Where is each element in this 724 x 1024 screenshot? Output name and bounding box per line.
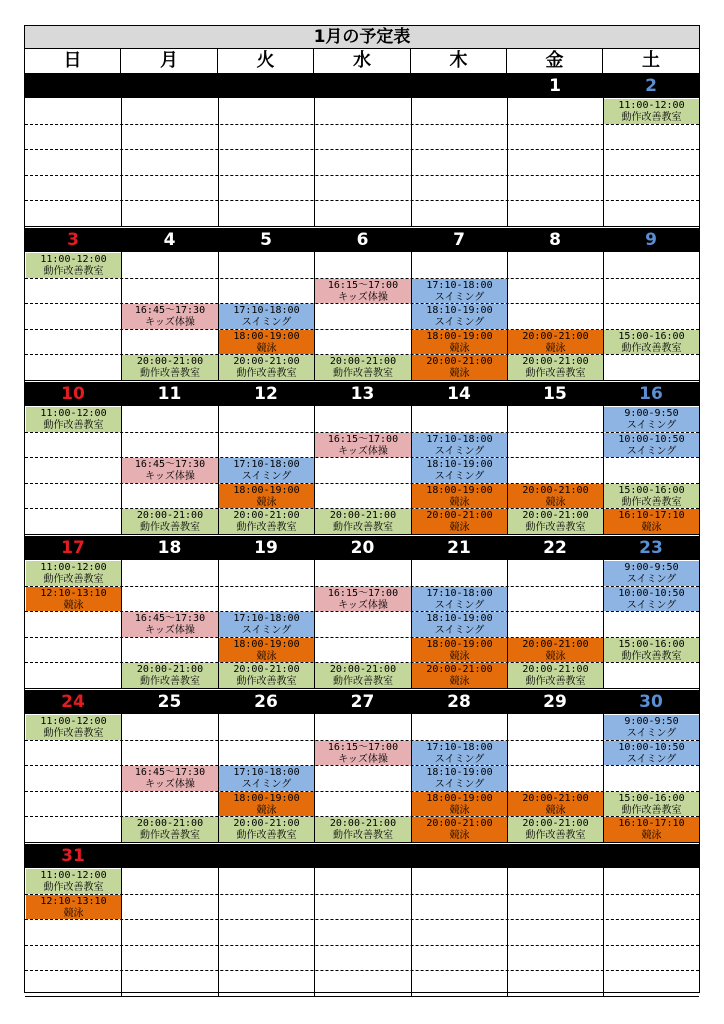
event-block	[412, 663, 507, 688]
event-block	[412, 792, 507, 817]
week-5	[25, 844, 699, 996]
event-block	[508, 330, 603, 355]
event-label: スイミング	[241, 317, 292, 329]
row-divider	[25, 380, 699, 381]
row-divider	[25, 894, 699, 895]
event-label: スイミング	[626, 728, 677, 739]
event-time: 12:10-13:10	[40, 587, 107, 599]
event-label: 動作改善教室	[140, 368, 200, 380]
event-label: スイミング	[434, 599, 485, 611]
event-label: 動作改善教室	[525, 368, 586, 380]
event-time: 20:00-21:00	[329, 818, 397, 830]
event-time: 20:00-21:00	[522, 484, 589, 496]
event-block	[26, 715, 121, 740]
event-label: スイミング	[434, 471, 485, 483]
event-time: 20:00-21:00	[136, 510, 204, 522]
event-time: 12:10-13:10	[40, 895, 107, 907]
event-time: 11:00-12:00	[40, 254, 107, 265]
event-time: 18:00-19:00	[426, 638, 493, 650]
event-block	[412, 458, 507, 483]
event-block	[219, 663, 314, 688]
event-label: スイミング	[241, 779, 292, 791]
event-block	[604, 638, 699, 663]
event-time: 10:00-10:50	[618, 741, 685, 753]
event-label: 動作改善教室	[43, 882, 104, 893]
event-time: 18:00-19:00	[426, 330, 493, 342]
day-number: 8	[549, 230, 561, 250]
event-block	[122, 509, 218, 534]
day-number: 7	[453, 230, 465, 250]
event-label: 競泳	[256, 650, 277, 662]
event-time: 16:10-17:10	[618, 510, 685, 522]
event-time: 18:10-19:00	[426, 613, 493, 625]
event-time: 20:00-21:00	[522, 638, 589, 650]
event-label: 競泳	[449, 496, 470, 508]
event-block	[122, 612, 218, 637]
day-number: 31	[61, 846, 85, 866]
event-time: 20:00-21:00	[426, 664, 493, 676]
event-label: 動作改善教室	[140, 830, 200, 842]
event-time: 18:10-19:00	[426, 305, 493, 317]
event-block	[604, 484, 699, 509]
event-time: 20:00-21:00	[426, 818, 493, 830]
event-time: 16:15～17:00	[327, 433, 399, 445]
event-label: 競泳	[449, 650, 470, 662]
event-time: 16:10-17:10	[618, 818, 685, 830]
row-divider	[25, 919, 699, 920]
event-block	[508, 509, 603, 534]
weekday-2: 火	[218, 49, 314, 73]
event-time: 20:00-21:00	[522, 818, 589, 830]
weekday-5: 金	[507, 49, 603, 73]
event-label: スイミング	[626, 753, 677, 765]
event-block	[122, 355, 218, 380]
day-number: 29	[543, 692, 567, 712]
event-time: 11:00-12:00	[618, 100, 685, 111]
event-time: 20:00-21:00	[329, 356, 397, 368]
event-label: スイミング	[626, 420, 677, 431]
event-time: 17:10-18:00	[426, 433, 493, 445]
event-block	[508, 663, 603, 688]
event-label: 動作改善教室	[621, 804, 682, 816]
event-label: スイミング	[241, 625, 292, 637]
weekday-4: 木	[411, 49, 507, 73]
row-divider	[25, 226, 699, 227]
event-label: 動作改善教室	[236, 368, 297, 380]
event-time: 18:00-19:00	[233, 484, 300, 496]
event-time: 20:00-21:00	[426, 510, 493, 522]
event-label: 動作改善教室	[525, 522, 586, 534]
event-time: 20:00-21:00	[522, 356, 589, 368]
date-bar	[25, 844, 699, 868]
event-time: 20:00-21:00	[136, 818, 204, 830]
event-block	[412, 638, 507, 663]
day-number: 28	[447, 692, 471, 712]
event-time: 18:10-19:00	[426, 767, 493, 779]
event-time: 17:10-18:00	[426, 279, 493, 291]
event-block	[219, 638, 314, 663]
event-label: キッズ体操	[145, 471, 195, 483]
event-block	[604, 99, 699, 124]
day-number: 21	[447, 538, 471, 558]
row-divider	[25, 842, 699, 843]
weekday-1: 月	[121, 49, 218, 73]
event-label: 動作改善教室	[140, 676, 200, 688]
event-label: 動作改善教室	[43, 420, 104, 431]
event-label: 動作改善教室	[333, 522, 393, 534]
event-time: 20:00-21:00	[426, 356, 493, 368]
event-label: スイミング	[626, 574, 677, 585]
day-number: 24	[61, 692, 85, 712]
day-number: 9	[645, 230, 657, 250]
event-label: スイミング	[626, 599, 677, 611]
event-block	[219, 817, 314, 842]
event-label: スイミング	[434, 779, 485, 791]
event-block	[508, 792, 603, 817]
event-time: 18:00-19:00	[233, 638, 300, 650]
event-time: 17:10-18:00	[233, 613, 300, 625]
event-label: 動作改善教室	[236, 676, 297, 688]
day-number: 27	[350, 692, 375, 712]
event-label: キッズ体操	[338, 291, 388, 303]
event-block	[219, 304, 314, 329]
week-3	[25, 536, 699, 688]
event-time: 16:15～17:00	[327, 279, 399, 291]
weekday-6: 土	[642, 50, 660, 71]
event-label: 競泳	[449, 830, 470, 842]
day-number: 20	[350, 538, 375, 558]
day-number: 18	[157, 538, 182, 558]
event-label: 動作改善教室	[140, 522, 200, 534]
row-divider	[25, 534, 699, 535]
event-block	[604, 817, 699, 842]
event-block	[122, 766, 218, 791]
event-block	[122, 304, 218, 329]
event-label: 競泳	[545, 342, 566, 354]
event-time: 20:00-21:00	[233, 664, 300, 676]
event-label: キッズ体操	[338, 599, 388, 611]
event-label: 競泳	[545, 650, 566, 662]
event-label: 競泳	[63, 599, 84, 611]
event-label: スイミング	[241, 471, 292, 483]
event-time: 18:00-19:00	[426, 792, 493, 804]
event-time: 16:45～17:30	[134, 613, 206, 625]
day-number: 5	[260, 230, 272, 250]
week-4	[25, 690, 699, 842]
event-block	[412, 304, 507, 329]
event-label: 競泳	[641, 830, 662, 842]
event-label: キッズ体操	[338, 445, 388, 457]
event-time: 16:45～17:30	[134, 459, 206, 471]
event-time: 9:00-9:50	[624, 716, 679, 727]
event-label: 競泳	[63, 907, 84, 919]
event-label: 動作改善教室	[621, 496, 682, 508]
event-time: 15:00-16:00	[618, 792, 685, 804]
event-block	[315, 509, 411, 534]
event-time: 16:15～17:00	[327, 587, 399, 599]
event-block	[219, 612, 314, 637]
event-label: 競泳	[545, 804, 566, 816]
event-block	[604, 792, 699, 817]
event-label: 動作改善教室	[621, 650, 682, 662]
day-number: 25	[157, 692, 182, 712]
event-block	[219, 355, 314, 380]
event-block	[315, 279, 411, 304]
event-block	[26, 895, 121, 920]
event-block	[412, 279, 507, 304]
event-block	[412, 766, 507, 791]
row-divider	[25, 200, 699, 201]
event-block	[604, 561, 699, 586]
event-block	[219, 509, 314, 534]
event-block	[315, 587, 411, 612]
event-time: 20:00-21:00	[522, 664, 589, 676]
event-label: キッズ体操	[145, 779, 195, 791]
event-block	[315, 817, 411, 842]
event-block	[26, 253, 121, 278]
event-time: 18:00-19:00	[233, 330, 300, 342]
day-number: 19	[254, 538, 278, 558]
event-block	[604, 433, 699, 458]
day-number: 15	[543, 384, 567, 404]
weekday-0: 日	[25, 49, 121, 73]
event-time: 11:00-12:00	[40, 562, 107, 573]
row-divider	[25, 124, 699, 125]
event-time: 20:00-21:00	[233, 356, 300, 368]
event-block	[604, 587, 699, 612]
event-label: スイミング	[434, 317, 485, 329]
event-label: スイミング	[626, 445, 677, 457]
event-label: 動作改善教室	[236, 830, 297, 842]
event-time: 20:00-21:00	[522, 792, 589, 804]
event-block	[508, 817, 603, 842]
event-label: 競泳	[256, 496, 277, 508]
event-time: 20:00-21:00	[233, 510, 300, 522]
event-block	[219, 484, 314, 509]
event-label: 競泳	[449, 804, 470, 816]
day-number: 1	[549, 76, 561, 96]
day-number: 11	[157, 384, 182, 404]
day-number: 10	[61, 384, 85, 404]
row-divider	[25, 970, 699, 971]
event-block	[412, 433, 507, 458]
row-divider	[25, 149, 699, 150]
day-number: 2	[645, 76, 657, 96]
event-block	[508, 638, 603, 663]
event-block	[122, 458, 218, 483]
event-label: 競泳	[449, 676, 470, 688]
event-time: 15:00-16:00	[618, 484, 685, 496]
event-time: 17:10-18:00	[426, 587, 493, 599]
event-block	[604, 330, 699, 355]
event-time: 16:45～17:30	[134, 767, 206, 779]
day-number: 4	[163, 230, 176, 250]
day-number: 17	[61, 538, 85, 558]
day-number: 13	[350, 384, 375, 404]
event-label: 競泳	[256, 804, 277, 816]
event-block	[219, 792, 314, 817]
event-label: スイミング	[434, 753, 485, 765]
event-block	[219, 458, 314, 483]
event-label: 動作改善教室	[333, 368, 393, 380]
event-block	[412, 741, 507, 766]
event-time: 18:00-19:00	[426, 484, 493, 496]
event-block	[508, 355, 603, 380]
week-0	[25, 74, 699, 226]
event-block	[122, 817, 218, 842]
event-label: 動作改善教室	[236, 522, 297, 534]
day-number: 23	[639, 538, 663, 558]
event-label: 競泳	[449, 522, 470, 534]
event-label: 動作改善教室	[621, 342, 682, 354]
event-time: 20:00-21:00	[522, 510, 589, 522]
event-block	[315, 433, 411, 458]
event-time: 16:45～17:30	[134, 305, 206, 317]
event-block	[315, 741, 411, 766]
event-label: 動作改善教室	[525, 830, 586, 842]
event-block	[604, 509, 699, 534]
event-time: 20:00-21:00	[522, 330, 589, 342]
day-number: 30	[639, 692, 663, 712]
event-label: スイミング	[434, 445, 485, 457]
event-time: 9:00-9:50	[624, 562, 679, 573]
event-block	[26, 561, 121, 586]
event-label: キッズ体操	[145, 317, 195, 329]
day-number: 3	[67, 230, 79, 250]
event-block	[604, 715, 699, 740]
event-block	[315, 663, 411, 688]
event-label: 競泳	[641, 522, 662, 534]
event-label: スイミング	[434, 291, 485, 303]
event-label: 動作改善教室	[43, 574, 104, 585]
weekday-3: 水	[314, 49, 411, 73]
event-time: 20:00-21:00	[329, 510, 397, 522]
calendar	[24, 25, 700, 993]
event-label: 動作改善教室	[621, 112, 682, 123]
page-title: 1月の予定表	[25, 26, 699, 49]
event-time: 18:00-19:00	[233, 792, 300, 804]
row-divider	[25, 945, 699, 946]
event-time: 15:00-16:00	[618, 638, 685, 650]
day-number: 6	[356, 230, 369, 250]
event-time: 16:15～17:00	[327, 741, 399, 753]
event-block	[412, 484, 507, 509]
event-label: 動作改善教室	[333, 676, 393, 688]
event-time: 20:00-21:00	[329, 664, 397, 676]
event-block	[412, 817, 507, 842]
event-time: 10:00-10:50	[618, 433, 685, 445]
event-label: キッズ体操	[338, 753, 388, 765]
event-time: 11:00-12:00	[40, 716, 107, 727]
event-label: 競泳	[545, 496, 566, 508]
row-divider	[25, 688, 699, 689]
event-time: 11:00-12:00	[40, 870, 107, 881]
event-time: 10:00-10:50	[618, 587, 685, 599]
day-number: 16	[639, 384, 663, 404]
event-time: 20:00-21:00	[233, 818, 300, 830]
event-time: 11:00-12:00	[40, 408, 107, 419]
event-label: 動作改善教室	[333, 830, 393, 842]
event-time: 9:00-9:50	[624, 408, 679, 419]
event-block	[604, 407, 699, 432]
event-block	[219, 766, 314, 791]
event-block	[412, 509, 507, 534]
event-time: 18:10-19:00	[426, 459, 493, 471]
event-block	[412, 330, 507, 355]
week-2	[25, 382, 699, 534]
event-time: 17:10-18:00	[233, 767, 300, 779]
event-block	[412, 587, 507, 612]
event-label: 動作改善教室	[43, 266, 104, 277]
day-number: 14	[447, 384, 471, 404]
event-label: スイミング	[434, 625, 485, 637]
event-label: 競泳	[256, 342, 277, 354]
event-time: 20:00-21:00	[136, 356, 204, 368]
event-block	[604, 741, 699, 766]
event-time: 20:00-21:00	[136, 664, 204, 676]
event-block	[412, 355, 507, 380]
event-block	[26, 407, 121, 432]
row-divider	[25, 996, 699, 997]
event-block	[219, 330, 314, 355]
event-block	[508, 484, 603, 509]
day-number: 22	[543, 538, 567, 558]
week-1	[25, 228, 699, 380]
event-time: 15:00-16:00	[618, 330, 685, 342]
event-label: 動作改善教室	[525, 676, 586, 688]
day-number: 26	[254, 692, 278, 712]
event-label: 競泳	[449, 368, 470, 380]
event-label: 競泳	[449, 342, 470, 354]
event-label: キッズ体操	[145, 625, 195, 637]
event-time: 17:10-18:00	[233, 459, 300, 471]
event-label: 動作改善教室	[43, 728, 104, 739]
event-block	[315, 355, 411, 380]
event-time: 17:10-18:00	[426, 741, 493, 753]
event-block	[26, 587, 121, 612]
event-block	[122, 663, 218, 688]
day-number: 12	[254, 384, 278, 404]
event-block	[26, 869, 121, 894]
row-divider	[25, 175, 699, 176]
event-time: 17:10-18:00	[233, 305, 300, 317]
event-block	[412, 612, 507, 637]
